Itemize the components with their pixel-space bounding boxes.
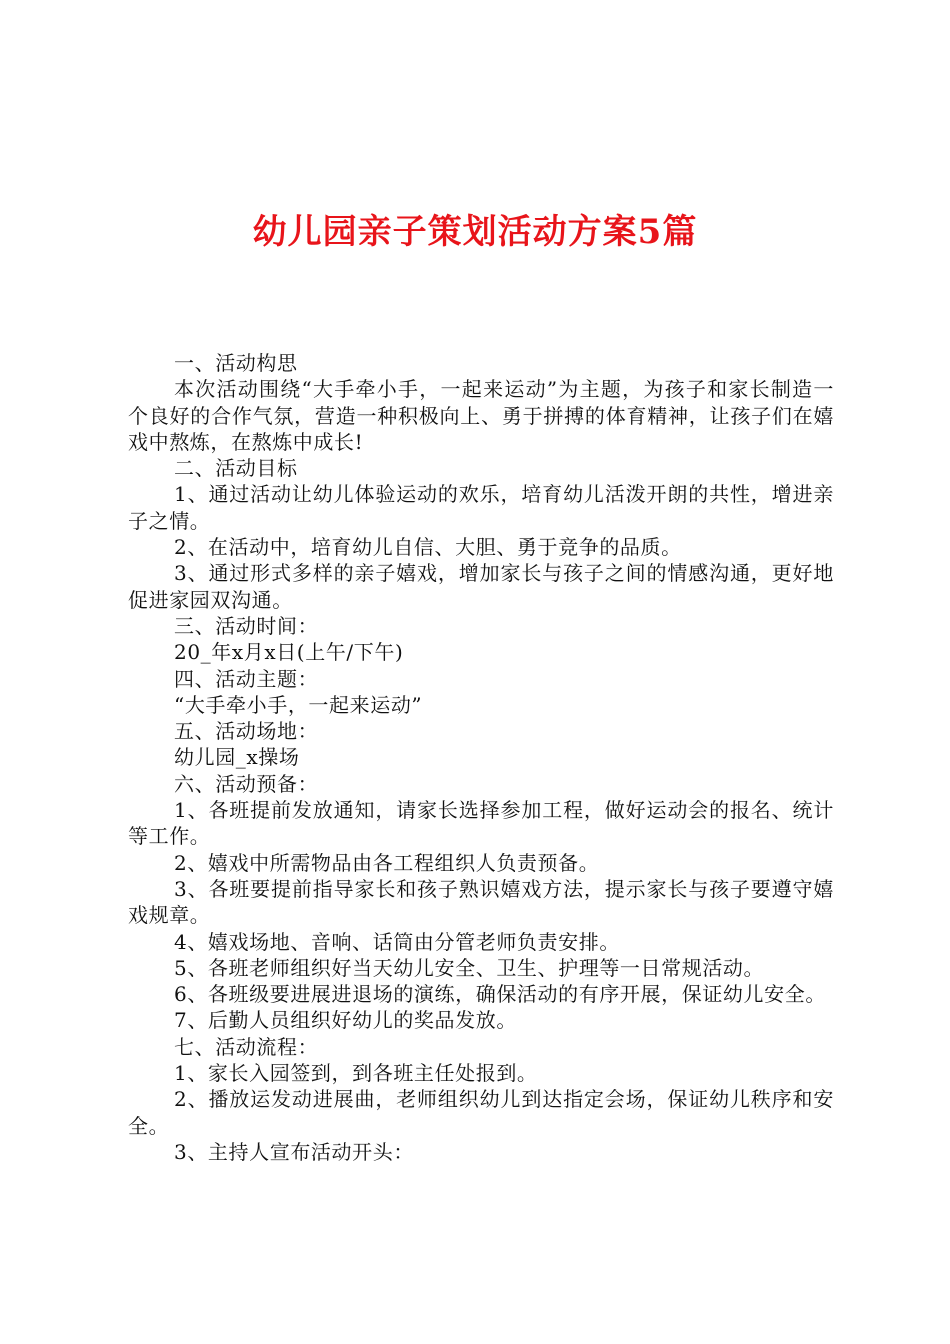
paragraph: 2、在活动中，培育幼儿自信、大胆、勇于竞争的品质。: [174, 535, 682, 560]
paragraph: 3、主持人宣布活动开头：: [174, 1139, 414, 1164]
document-title: 幼儿园亲子策划活动方案5篇: [252, 212, 698, 252]
paragraph: 1、家长入园签到，到各班主任处报到。: [174, 1061, 538, 1086]
paragraph: 七、活动流程：: [174, 1034, 319, 1059]
paragraph: 本次活动围绕“大手牵小手，一起来运动”为主题，为孩子和家长制造一个良好的合作气氛，营造一种积极向上、勇于拼搏的体育精神，让孩子们在嬉戏中熬炼，在熬炼中成长!: [128, 377, 834, 454]
paragraph: 2、播放运发动进展曲，老师组织幼儿到达指定会场，保证幼儿秩序和安全。: [128, 1087, 834, 1138]
paragraph: 4、嬉戏场地、音响、话筒由分管老师负责安排。: [174, 929, 620, 954]
paragraph: 7、后勤人员组织好幼儿的奖品发放。: [174, 1008, 517, 1033]
paragraph: 20_年x月x日(上午/下午): [174, 640, 404, 665]
paragraph: 2、嬉戏中所需物品由各工程组织人负责预备。: [174, 850, 600, 875]
paragraph: 1、通过活动让幼儿体验运动的欢乐，培育幼儿活泼开朗的共性，增进亲子之情。: [128, 482, 834, 533]
paragraph: 幼儿园_x操场: [174, 745, 300, 770]
paragraph: 3、通过形式多样的亲子嬉戏，增加家长与孩子之间的情感沟通，更好地促进家园双沟通。: [128, 561, 834, 612]
paragraph: 6、各班级要进展进退场的演练，确保活动的有序开展，保证幼儿安全。: [174, 982, 826, 1007]
paragraph: “大手牵小手，一起来运动”: [174, 692, 423, 717]
paragraph: 三、活动时间：: [174, 613, 319, 638]
paragraph: 5、各班老师组织好当天幼儿安全、卫生、护理等一日常规活动。: [174, 955, 765, 980]
paragraph: 五、活动场地：: [174, 719, 319, 744]
paragraph: 二、活动目标: [174, 456, 298, 481]
paragraph: 一、活动构思: [174, 351, 298, 375]
paragraph: 六、活动预备：: [174, 771, 319, 796]
paragraph: 3、各班要提前指导家长和孩子熟识嬉戏方法，提示家长与孩子要遵守嬉戏规章。: [128, 876, 834, 928]
paragraph: 1、各班提前发放通知，请家长选择参加工程，做好运动会的报名、统计等工作。: [128, 798, 834, 849]
paragraph: 四、活动主题：: [174, 666, 319, 691]
document-body: [128, 350, 834, 1165]
